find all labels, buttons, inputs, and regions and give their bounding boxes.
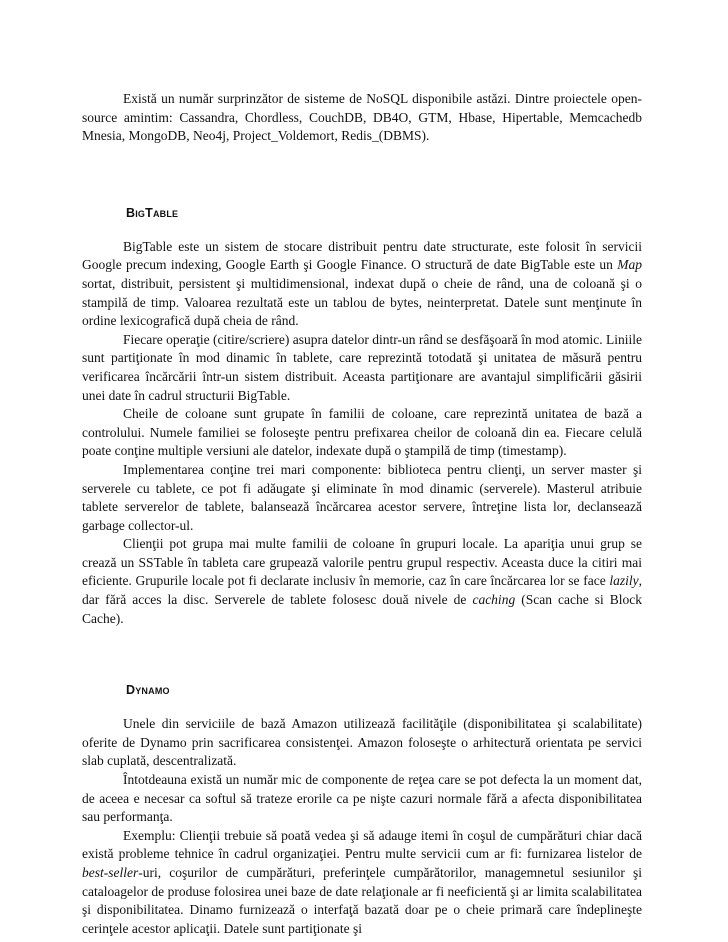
bigtable-paragraph-1: BigTable este un sistem de stocare distribuit pentru date structurate, este folosit în servicii Google precum indexing, Google Earth şi Google Finance. O structură de date BigTable este un Map sortat, distribuit, persistent şi multidimensional, indexat după o cheie de rând, una de coloană şi o stampilă de timp. Valoarea rezultată este un tablou de bytes, neinterpretat. Datele sunt menţinute în ordine lexicografică după cheia de rând. [82, 238, 642, 329]
map-term: Map [617, 257, 642, 273]
bigtable-paragraph-2: Fiecare operaţie (citire/scriere) asupra datelor dintr-un rând se desfăşoară în mod atomic. Liniile sunt partiţionate în mod dinamic în tablete, care reprezintă totodată şi unitatea de măsură pentru verificarea încărcării într-un sistem distribuit. Aceasta partiţionare are avantajul simplificării găsirii unei date în cadrul structurii BigTable. [82, 331, 642, 403]
caching-term: caching [472, 592, 516, 608]
bigtable-heading: BigTable [126, 205, 179, 220]
dynamo-paragraph-1: Unele din serviciile de bază Amazon utilizează facilităţile (disponibilitatea şi scalabilitate) oferite de Dynamo prin sacrificarea consistenţei. Amazon foloseşte o arhitectură orientata pe servici slab cuplată, descentralizată. [82, 716, 642, 769]
dynamo-heading: Dynamo [126, 683, 170, 698]
lazily-term: lazily [609, 573, 639, 589]
intro-paragraph: Există un număr surprinzător de sisteme de NoSQL disponibile astăzi. Dintre proiectele open-source amintim: Cassandra, Chordless, CouchDB, DB4O, GTM, Hbase, Hipertable, Memcachedb Mnesia, MongoDB, Neo4j, Project_Voldemort, Redis_(DBMS). [82, 91, 642, 144]
best-seller-term: best-seller [82, 865, 139, 880]
bigtable-paragraph-3: Cheile de coloane sunt grupate în familii de coloane, care reprezintă unitatea de bază a controlului. Numele familiei se foloseşte pentru prefixarea cheilor de coloană din ea. Fiecare celulă poate conţine multiple versiuni ale datelor, indexate după o ştampilă de timp (timestamp). [82, 406, 642, 459]
dynamo-paragraph-3: Exemplu: Clienţii trebuie să poată vedea şi să adauge itemi în coşul de cumpărături chiar dacă există probleme tehnice în cadrul organizaţiei. Pentru multe servicii cum ar fi: furnizarea listelor de best-seller-uri, coşurilor de cumpărături, preferinţele cumpărătorilor, managemnetul sesiunilor şi cataloagelor de produse folosirea unei baze de date relaţionale ar fi neeficientă şi ar limita scalabilitatea şi disponibilitatea. Dinamo furnizează o interfaţă bazată doar pe o cheie primară care îndeplineşte cerinţele acestor aplicaţii. Datele sunt partiţionate şi [82, 827, 642, 936]
bigtable-paragraph-4: Implementarea conţine trei mari componente: biblioteca pentru clienţi, un server master şi serverele cu tablete, ce pot fi adăugate şi eliminate în mod dinamic (serverele). Masterul atribuie tablete serverelor de tablete, balansează încărcarea acestor servere, întreţine lista lor, declansează garbage collector-ul. [82, 461, 642, 533]
bigtable-paragraph-5: Clienţii pot grupa mai multe familii de coloane în grupuri locale. La apariţia unui grup se crează un SSTable în tableta care grupează valorile pentru grupul respectiv. Aceasta duce la citiri mai eficiente. Grupurile locale pot fi declarate inclusiv în memorie, caz în care încărcarea lor se face lazily, dar fără acces la disc. Serverele de tablete folosesc două nivele de caching (Scan cache si Block Cache). [82, 536, 642, 626]
dynamo-paragraph-2: Întotdeauna există un număr mic de componente de reţea care se pot defecta la un moment dat, de aceea e necesar ca softul să trateze erorile ca pe nişte cazuri normale fără a afecta disponibilitatea sau performanţa. [82, 772, 642, 825]
document-page [82, 90, 642, 938]
